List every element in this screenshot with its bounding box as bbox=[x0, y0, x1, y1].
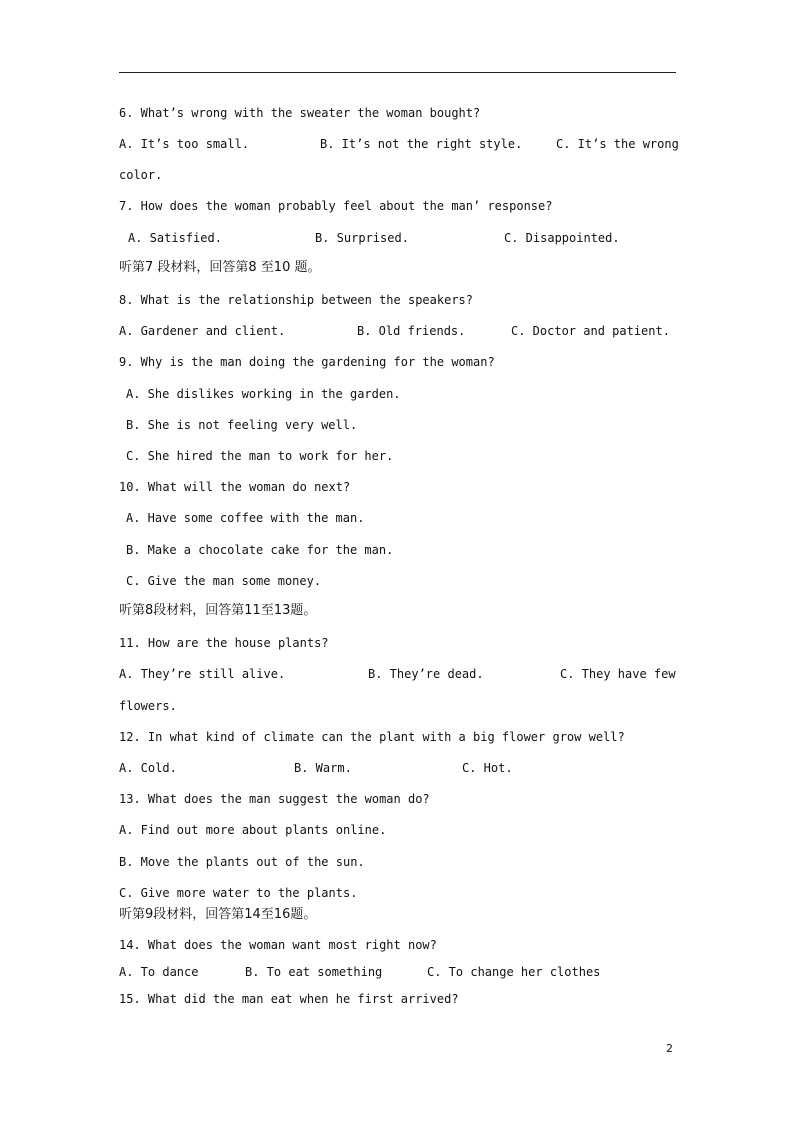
question-7-option-c: C. Disappointed. bbox=[504, 231, 620, 245]
section-heading-9: 听第9段材料，回答第14至16题。 bbox=[119, 907, 317, 922]
question-11-option-c-continued: flowers. bbox=[119, 699, 177, 713]
question-13-option-c: C. Give more water to the plants. bbox=[119, 886, 358, 900]
question-13-option-b: B. Move the plants out of the sun. bbox=[119, 855, 365, 869]
question-10-option-c: C. Give the man some money. bbox=[126, 574, 322, 588]
question-10-option-b: B. Make a chocolate cake for the man. bbox=[126, 543, 394, 557]
question-8-option-b: B. Old friends. bbox=[357, 324, 466, 338]
question-8-option-c: C. Doctor and patient. bbox=[511, 324, 670, 338]
question-14-option-b: B. To eat something bbox=[245, 965, 383, 979]
question-12-option-c: C. Hot. bbox=[462, 761, 513, 775]
question-6-option-b: B. It’s not the right style. bbox=[320, 137, 523, 151]
question-12-option-b: B. Warm. bbox=[294, 761, 352, 775]
page-number: 2 bbox=[666, 1042, 673, 1055]
question-11-option-b: B. They’re dead. bbox=[368, 667, 484, 681]
section-heading-7: 听第7 段材料，回答第8 至10 题。 bbox=[119, 260, 321, 275]
question-14-stem: 14. What does the woman want most right now? bbox=[119, 938, 437, 952]
question-11-stem: 11. How are the house plants? bbox=[119, 636, 329, 650]
question-8-option-a: A. Gardener and client. bbox=[119, 324, 286, 338]
header-rule bbox=[119, 72, 676, 73]
question-13-option-a: A. Find out more about plants online. bbox=[119, 823, 387, 837]
question-15-stem: 15. What did the man eat when he first arrived? bbox=[119, 992, 459, 1006]
question-13-stem: 13. What does the man suggest the woman do? bbox=[119, 792, 430, 806]
section-heading-8: 听第8段材料，回答第11至13题。 bbox=[119, 603, 317, 618]
question-7-option-a: A. Satisfied. bbox=[128, 231, 222, 245]
question-9-option-b: B. She is not feeling very well. bbox=[126, 418, 358, 432]
question-6-option-c-continued: color. bbox=[119, 168, 163, 182]
question-6-stem: 6. What’s wrong with the sweater the woman bought? bbox=[119, 106, 481, 120]
question-12-stem: 12. In what kind of climate can the plant with a big flower grow well? bbox=[119, 730, 625, 744]
question-9-stem: 9. Why is the man doing the gardening for the woman? bbox=[119, 355, 495, 369]
question-7-option-b: B. Surprised. bbox=[315, 231, 409, 245]
question-10-stem: 10. What will the woman do next? bbox=[119, 480, 351, 494]
question-14-option-c: C. To change her clothes bbox=[427, 965, 601, 979]
question-10-option-a: A. Have some coffee with the man. bbox=[126, 511, 365, 525]
question-8-stem: 8. What is the relationship between the speakers? bbox=[119, 293, 474, 307]
question-12-option-a: A. Cold. bbox=[119, 761, 177, 775]
question-7-stem: 7. How does the woman probably feel about the man’ response? bbox=[119, 199, 553, 213]
question-6-option-c: C. It’s the wrong bbox=[556, 137, 679, 151]
question-9-option-c: C. She hired the man to work for her. bbox=[126, 449, 394, 463]
question-9-option-a: A. She dislikes working in the garden. bbox=[126, 387, 401, 401]
question-6-option-a: A. It’s too small. bbox=[119, 137, 250, 151]
question-14-option-a: A. To dance bbox=[119, 965, 199, 979]
question-11-option-a: A. They’re still alive. bbox=[119, 667, 286, 681]
question-11-option-c: C. They have few bbox=[560, 667, 676, 681]
